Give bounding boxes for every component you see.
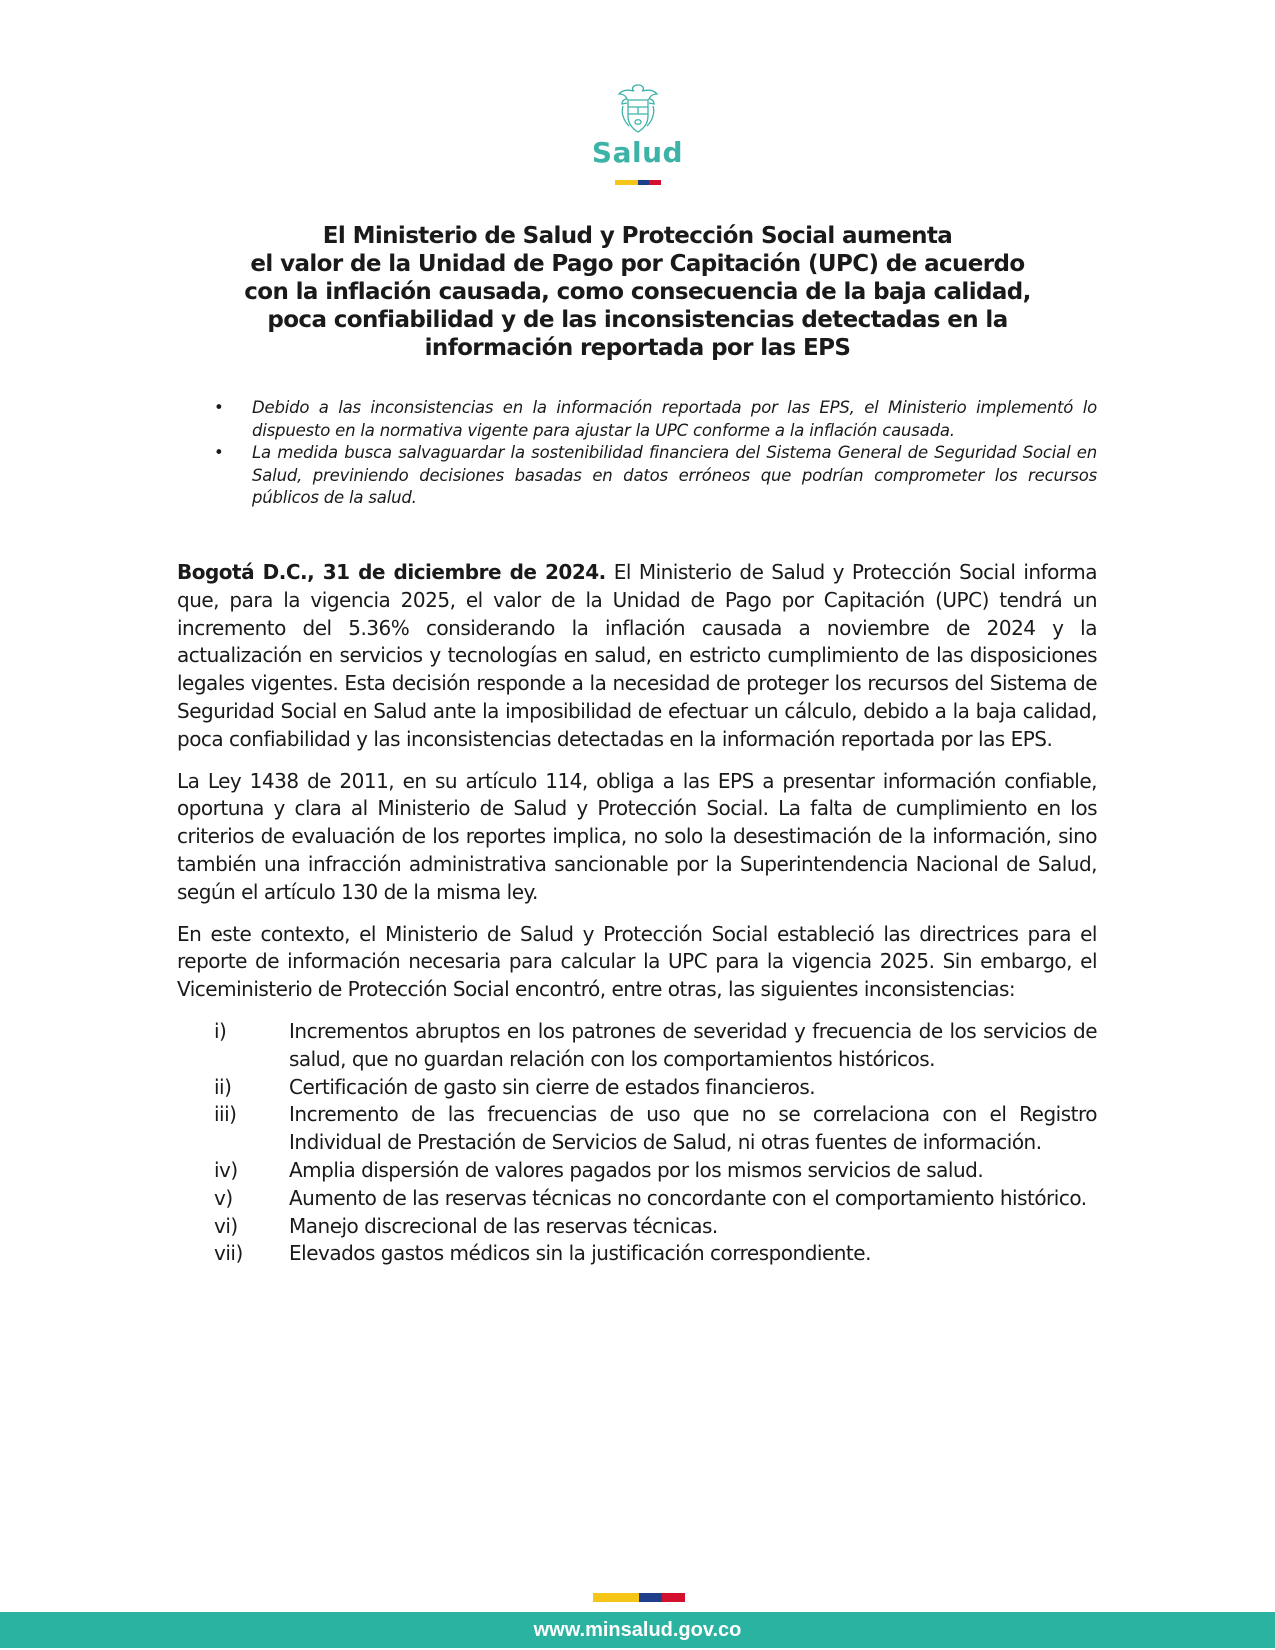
footer-band: [0, 1612, 1275, 1648]
item-text: Amplia dispersión de valores pagados por los mismos servicios de salud.: [289, 1157, 984, 1182]
bullet-icon: •: [214, 398, 224, 417]
paragraph-1: [177, 559, 1097, 754]
item-number: v): [214, 1185, 233, 1210]
flag-yellow-stripe: [615, 180, 638, 185]
flag-blue-stripe: [639, 1593, 662, 1602]
press-release-body: [177, 559, 1097, 1268]
flag-red-stripe: [649, 180, 661, 185]
inconsistency-item: [177, 1185, 1097, 1213]
paragraph-3: En este contexto, el Ministerio de Salud y Protección Social estableció las directrices para el reporte de información necesaria para calcular la UPC para la vigencia 2025. Sin embargo, el Viceministerio de Protección Social encontró, entre otras, las siguientes inconsistencias:: [177, 921, 1097, 1002]
logo-text: Salud: [591, 136, 684, 169]
inconsistency-item: [177, 1157, 1097, 1185]
paragraph-2: La Ley 1438 de 2011, en su artículo 114, obliga a las EPS a presentar información confiable, oportuna y clara al Ministerio de Salud y Protección Social. La falta de cumplimiento en los criterios de evaluación de los reportes implica, no solo la desestimación de la información, sino también una infracción administrativa sancionable por la Superintendencia Nacional de Salud, según el artículo 130 de la misma ley.: [177, 768, 1097, 904]
item-number: ii): [214, 1074, 232, 1099]
item-number: iii): [214, 1102, 237, 1127]
highlight-item: [212, 442, 1097, 510]
title-line: El Ministerio de Salud y Protección Social aumenta: [322, 223, 953, 249]
paragraph-1-text: El Ministerio de Salud y Protección Social informa que, para la vigencia 2025, el valor de la Unidad de Pago por Capitación (UPC) tendrá un incremento del 5.36% considerando la inflación causada a noviembre de 2024 y la actualización en servicios y tecnologías en salud, en estricto cumplimiento de las disposiciones legales vigentes. Esta decisión responde a la necesidad de proteger los recursos del Sistema de Seguridad Social en Salud ante la imposibilidad de efectuar un cálculo, debido a la baja calidad, poca confiabilidad y las inconsistencias detectadas en la información reportada por las EPS.: [177, 560, 1097, 751]
flag-yellow-stripe: [593, 1593, 639, 1602]
website-link[interactable]: www.minsalud.gov.co: [533, 1618, 742, 1641]
item-text: Manejo discrecional de las reservas técnicas.: [289, 1213, 718, 1238]
item-number: i): [214, 1018, 227, 1043]
item-number: vii): [214, 1241, 243, 1266]
colombia-coat-of-arms-icon: [613, 82, 663, 136]
item-number: iv): [214, 1157, 238, 1182]
inconsistency-item: [177, 1074, 1097, 1102]
inconsistency-item: [177, 1240, 1097, 1268]
item-text: Incremento de las frecuencias de uso que no se correlaciona con el Registro Individual de Prestación de Servicios de Salud, ni otras fuentes de información.: [289, 1102, 1097, 1155]
item-text: Aumento de las reservas técnicas no concordante con el comportamiento histórico.: [289, 1185, 1087, 1210]
inconsistency-item: [177, 1101, 1097, 1157]
dateline: Bogotá D.C., 31 de diciembre de 2024.: [177, 560, 606, 584]
item-number: vi): [214, 1213, 238, 1238]
ministry-logo: [0, 82, 1275, 185]
press-release-title: [170, 222, 1105, 362]
item-text: Incrementos abruptos en los patrones de severidad y frecuencia de los servicios de salud, que no guardan relación con los comportamientos históricos.: [289, 1018, 1097, 1071]
highlight-item: [212, 397, 1097, 442]
title-line: poca confiabilidad y de las inconsistencias detectadas en la: [267, 307, 1008, 333]
bullet-icon: •: [214, 443, 224, 462]
flag-red-stripe: [662, 1593, 685, 1602]
flag-blue-stripe: [638, 180, 650, 185]
title-line: con la inflación causada, como consecuencia de la baja calidad,: [244, 279, 1031, 305]
inconsistency-item: [177, 1213, 1097, 1241]
highlights-list: [212, 397, 1097, 510]
highlight-text: Debido a las inconsistencias en la información reportada por las EPS, el Ministerio implementó lo dispuesto en la normativa vigente para ajustar la UPC conforme a la inflación causada.: [252, 398, 1097, 440]
title-line: el valor de la Unidad de Pago por Capitación (UPC) de acuerdo: [250, 251, 1025, 277]
footer-flag-bar: [593, 1593, 685, 1602]
inconsistencies-list: [177, 1018, 1097, 1268]
colombia-flag-bar: [615, 180, 661, 185]
highlight-text: La medida busca salvaguardar la sostenibilidad financiera del Sistema General de Seguridad Social en Salud, previniendo decisiones basadas en datos erróneos que podrían comprometer los recursos públicos de la salud.: [252, 443, 1097, 507]
item-text: Certificación de gasto sin cierre de estados financieros.: [289, 1074, 816, 1099]
item-text: Elevados gastos médicos sin la justificación correspondiente.: [289, 1241, 871, 1266]
title-line: información reportada por las EPS: [424, 335, 851, 361]
inconsistency-item: [177, 1018, 1097, 1074]
